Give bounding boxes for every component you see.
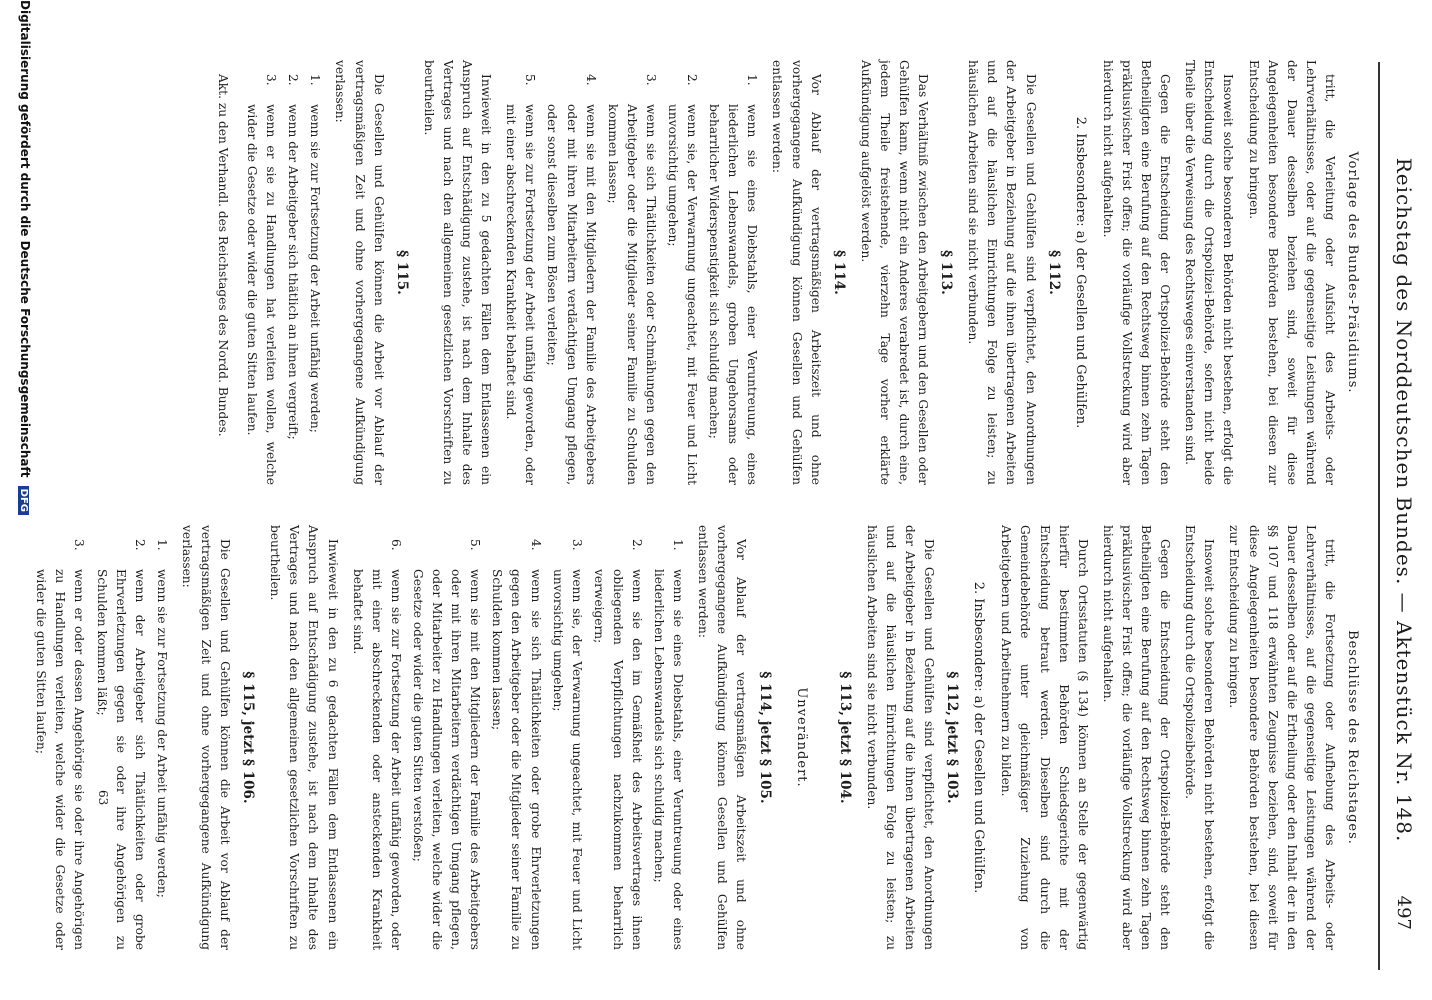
paragraph: Insoweit solche besonderen Behörden nicht bestehen, erfolgt die Entscheidung durch die Ortspolizeibehörde. [1183, 525, 1217, 950]
paragraph: Die Gesellen und Gehülfen können die Arbeit vor Ablauf der vertragsmäßigen Zeit und ohne vorhergegangene Aufkündigung verlassen: [179, 525, 233, 950]
footer-reference: Akt. zu den Verhandl. des Reichstages des Nordd. Bundes. [216, 74, 231, 437]
list-number: 2. [685, 74, 700, 86]
page-title: Reichstag des Norddeutschen Bundes. — Aktenstück Nr. 148. [1392, 157, 1416, 843]
list-item [408, 539, 484, 950]
dfg-logo: DFG [18, 486, 29, 515]
paragraph: Das Verhältniß zwischen den Arbeitgebern und den Gesellen oder Gehülfen kann, wenn nicht ein Anderes verabredet ist, durch eine, jedem Theile freistehende, vierzehn Tage vorher erklärte Aufkündigung aufgelöst werden. [858, 60, 931, 485]
list-text: wenn sie mit den Mitgliedern der Familie des Arbeitgebers oder mit ihren Mitarbeitern verdächtigen Umgang pflegen, oder sonst dieselben zum Bösen verleiten; [545, 104, 598, 485]
list-text: wenn sie zur Fortsetzung der Arbeit unfähig werden; [154, 569, 169, 898]
paragraph: Gegen die Entscheidung der Ortspolizei-Behörde steht den Betheiligten eine Berufung auf den Rechtsweg binnen zehn Tagen präklusivischer Frist offen; die vorläufige Vollstreckung wird aber hierdurch nicht aufgehalten. [1100, 525, 1173, 950]
list-text: wenn sie eines Diebstahls, einer Veruntreuung, eines liederlichen Lebenswandels, groben Ungehorsams oder beharrlicher Widerspenstigkeit sich schuldig machen; [707, 104, 760, 485]
paragraph: Durch Ortsstatuten (§ 134) können an Stelle der gegenwärtig hierfür bestimmten Behörden Schiedsgerichte mit der Entscheidung betraut werden. Dieselben sind durch die Gemeindebehörde unter gleichmäßiger Zuziehung von Arbeitgebern und Arbeitnehmern zu bilden. [999, 525, 1090, 950]
page-number: 497 [1393, 895, 1414, 930]
paragraph-title: § 115. [393, 250, 410, 295]
list-number: 6. [388, 539, 403, 551]
list-item [649, 539, 687, 950]
list-number: 5. [468, 539, 483, 551]
paragraph: Insoweit solche besonderen Behörden nicht bestehen, erfolgt die Entscheidung durch die Ortspolizei-Behörde, sofern nicht beide Theile über die Verweisung des Rechtsweges einverstanden sind. [1183, 60, 1236, 485]
list-item [305, 74, 324, 485]
list-item [663, 74, 701, 485]
digitization-credit [18, 0, 32, 515]
list-text: wenn der Arbeitgeber sich thätlich an ihnen vergreift; [286, 104, 301, 440]
list-text: wenn sie eines Diebstahls, einer Veruntreuung oder eines liederlichen Lebenswandels sich schuldig machen; [652, 569, 686, 950]
list-item [501, 74, 539, 485]
list-number: 1. [308, 74, 323, 86]
paragraph-title: § 113. [938, 250, 955, 295]
list-number: 1. [745, 74, 760, 86]
list-text: wenn der Arbeitgeber sich Thätlichkeiten oder grobe Ehrverletzungen gegen sie oder ihre Angehörigen zu Schulden kommen läßt; [94, 569, 147, 950]
paragraph: Die Gesellen und Gehülfen sind verpflichtet, den Anordnungen der Arbeitgeber in Beziehung auf die ihnen übertragenen Arbeiten und auf die häuslichen Einrichtungen Folge zu leisten; zu häuslichen Arbeiten sind sie nicht verbunden. [864, 525, 937, 950]
list-item [242, 74, 280, 485]
paragraph: Inwieweit in den zu 5 gedachten Fällen dem Entlassenen ein Anspruch auf Entschädigung zustehe, ist nach dem Inhalte des Vertrages und nach den allgemeinen gesetzlichen Vorschriften zu beurtheilen. [421, 60, 494, 485]
list-text: wenn sie, der Verwarnung ungeachtet, mit Feuer und Licht unvorsichtig umgehen; [666, 104, 700, 485]
list-number: 1. [154, 539, 169, 551]
list-text: wenn sie den im Gemäßheit des Arbeitsvertrages ihnen obliegenden Verpflichtungen nachzukommen beharrlich verweigern; [591, 569, 644, 950]
enumerated-list [501, 60, 761, 485]
list-number: 2. [132, 539, 147, 551]
section-heading: 2. Insbesondere: a) der Gesellen und Gehülfen. [1072, 116, 1088, 429]
list-item [91, 539, 148, 950]
paragraph-title: § 114, jetzt § 105. [756, 671, 773, 804]
list-text: wenn sie sich Thätlichkeiten oder Schmähungen gegen den Arbeitgeber oder die Mitglieder seiner Familie zu Schulden kommen lassen; [605, 104, 658, 485]
list-number: 4. [528, 539, 543, 551]
list-number: 2. [286, 74, 301, 86]
paragraph: Die Gesellen und Gehülfen sind verpflichtet, den Anordnungen der Arbeitgeber in Beziehung auf die ihnen übertragenen Arbeiten und auf die häuslichen Einrichtungen Folge zu leisten; zu häuslichen Arbeiten sind sie nicht verbunden. [966, 60, 1038, 485]
right-column [25, 525, 1362, 950]
list-item [152, 539, 171, 950]
list-number: 3. [643, 74, 658, 86]
list-number: 2. [630, 539, 644, 551]
paragraph: Die Gesellen und Gehülfen können die Arbeit vor Ablauf der vertragsmäßigen Zeit und ohne vorhergegangene Aufkündigung verlassen: [333, 60, 386, 485]
paragraph-title: § 113, jetzt § 104. [836, 671, 853, 804]
list-item [487, 539, 544, 950]
list-number: 5. [523, 74, 538, 86]
paragraph: Gegen die Entscheidung der Ortspolizei-Behörde steht den Betheiligten eine Berufung auf den Rechtsweg binnen zehn Tagen präklusivischer Frist offen; die vorläufige Vollstreckung wird aber hierdurch nicht aufgehalten. [1100, 60, 1173, 485]
paragraph: tritt, die Fortsetzung oder Aufhebung des Arbeits- oder Lehrverhältnisses, auf die gegenseitige Leistungen während der Dauer desselben oder auf die Ertheilung oder den Inhalt der in den §§ 107 und 118 erwähnten Zeugnisse beziehen, sind, soweit für diese Angelegenheiten besondere Behörden bestehen, bei diesen zur Entscheidung zu bringen. [1227, 525, 1337, 950]
list-number: 1. [671, 539, 686, 551]
list-text: wenn sie zur Fortsetzung der Arbeit unfähig werden; [308, 104, 323, 433]
list-item [548, 539, 586, 950]
list-item [603, 74, 660, 485]
section-heading: 2. Insbesondere: a) der Gesellen und Gehülfen. [971, 581, 987, 894]
paragraph-title: § 115, jetzt § 106. [240, 671, 257, 804]
list-text: wenn sie mit den Mitgliedern der Familie des Arbeitgebers oder mit ihren Mitarbeitern verdächtigen Umgang pflegen, oder Mitarbeiter zu Handlungen verleiten, welche wider die Gesetze oder wider die guten Sitten verstoßen; [410, 569, 483, 950]
list-item [348, 539, 405, 950]
list-item [704, 74, 761, 485]
list-number: 4. [583, 74, 598, 86]
list-text: wenn sie zur Fortsetzung der Arbeit unfähig geworden, oder mit einer abschreckenden Krankheit behaftet sind. [504, 104, 538, 485]
list-item [31, 539, 88, 950]
unchanged-note: Unverändert. [793, 687, 809, 788]
list-number: 3. [264, 74, 279, 86]
credit-text: Digitalisierung gefördert durch die Deutsche Forschungsgemeinschaft [18, 0, 32, 478]
page-header [1378, 0, 1422, 1000]
list-item [283, 74, 302, 485]
paragraph-title: § 112. [1045, 250, 1062, 295]
list-text: wenn sie, der Verwarnung ungeachtet, mit Feuer und Licht unvorsichtig umgehen; [550, 569, 584, 950]
enumerated-list [31, 525, 171, 950]
left-column-heading: Vorlage des Bundes-Präsidiums. [1345, 151, 1360, 394]
list-text: wenn er oder dessen Angehörige sie oder ihre Angehörigen zu Handlungen verleiten, welche wider die Gesetze oder wider die guten Sitten laufen; [34, 569, 87, 950]
list-item [542, 74, 599, 485]
list-text: wenn sie zur Fortsetzung der Arbeit unfähig geworden, oder mit einer abschreckenden oder ansteckenden Krankheit behaftet sind. [350, 569, 403, 950]
list-item [589, 539, 646, 950]
paragraph: tritt, die Verleitung oder Aufsicht des Arbeits- oder Lehrverhältnisses, oder auf die gegenseitige Leistungen während der Dauer desselben beziehen sind, soweit für diese Angelegenheiten besondere Behörden bestehen, bei diesen zur Entscheidung zu bringen. [1246, 60, 1337, 485]
list-number: 3. [72, 539, 87, 551]
paragraph: Vor Ablauf der vertragsmäßigen Arbeitszeit und ohne vorhergegangene Aufkündigung können Gesellen und Gehülfen entlassen werden: [696, 525, 749, 950]
list-text: wenn sie sich Thätlichkeiten oder grobe Ehrverletzungen gegen den Arbeitgeber oder die Mitglieder seiner Familie zu Schulden kommen lassen; [490, 569, 543, 950]
paragraph-title: § 114. [830, 250, 847, 295]
enumerated-list [348, 525, 688, 950]
list-text: wenn er sie zu Handlungen hat verleiten wollen, welche wider die Gesetze oder wider die guten Sitten laufen. [245, 104, 279, 485]
list-number: 3. [569, 539, 584, 551]
enumerated-list [242, 60, 324, 485]
page-footer-number: 63 [96, 790, 110, 806]
paragraph: Inwieweit in den zu 6 gedachten Fällen dem Entlassenen ein Anspruch auf Entschädigung zustehe, ist nach dem Inhalte des Vertrages und nach den allgemeinen gesetzlichen Vorschriften zu beurtheilen. [268, 525, 340, 950]
header-rule [1378, 62, 1380, 970]
paragraph-title: § 112, jetzt § 103. [944, 671, 961, 804]
left-column [213, 60, 1362, 485]
paragraph: Vor Ablauf der vertragsmäßigen Arbeitszeit und ohne vorhergegangene Aufkündigung können Gesellen und Gehülfen entlassen werden: [770, 60, 823, 485]
right-column-heading: Beschlüsse des Reichstages. [1345, 630, 1360, 845]
